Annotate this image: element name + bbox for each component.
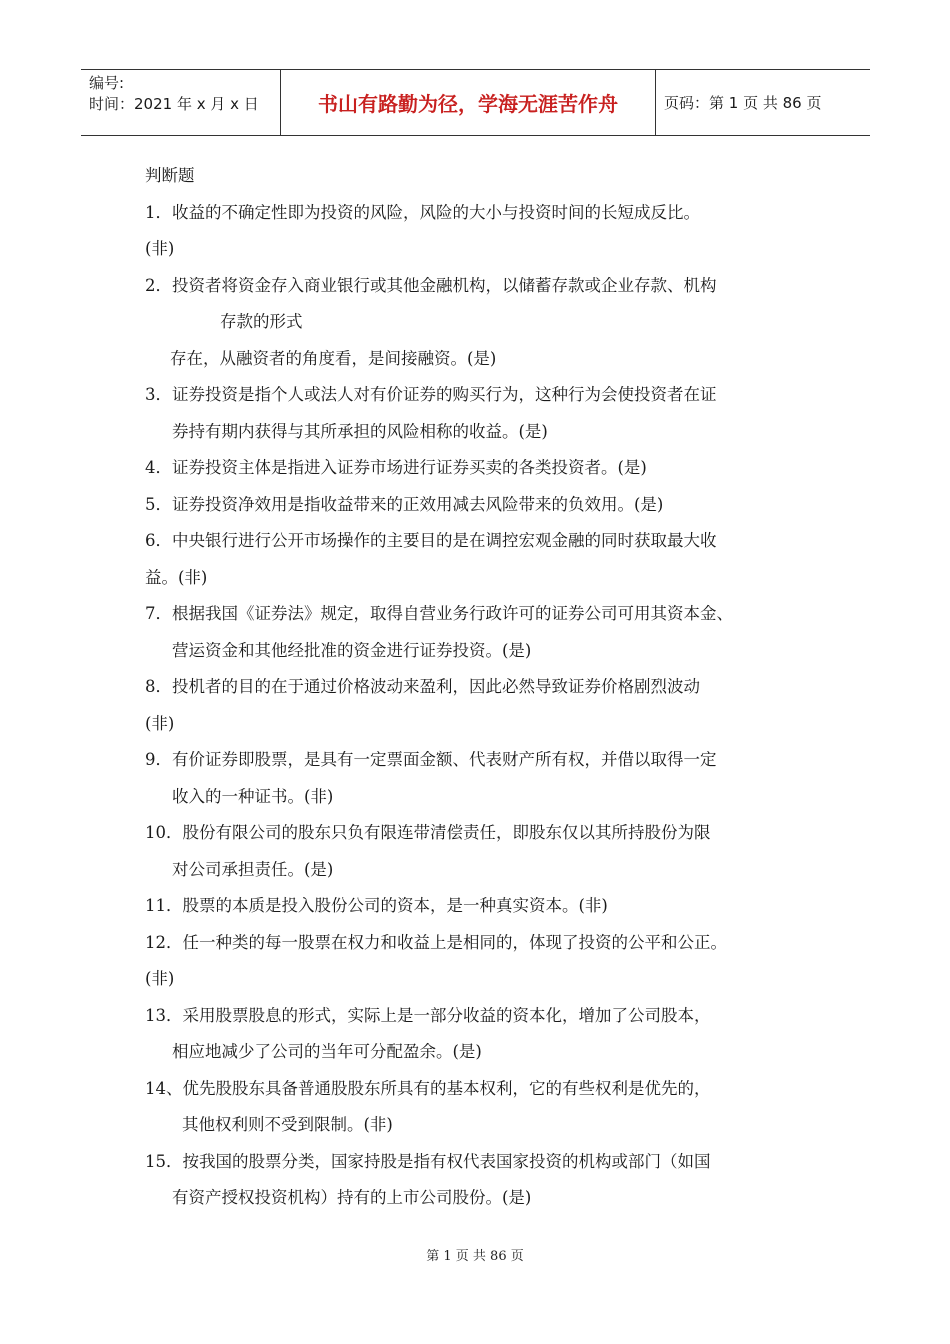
header-meta (81, 70, 281, 135)
text-line: 益。(非) (145, 567, 208, 587)
header-page-number: 页码：第 1 页 共 86 页 (664, 94, 822, 112)
text-line: (非) (145, 239, 175, 258)
text-line: 相应地减少了公司的当年可分配盈余。(是) (172, 1042, 482, 1061)
text-line: 6．中央银行进行公开市场操作的主要目的是在调控宏观金融的同时获取最大收 (145, 531, 717, 550)
text-line: 13．采用股票股息的形式，实际上是一部分收益的资本化，增加了公司股本， (145, 1005, 711, 1025)
text-line: (非) (145, 969, 175, 988)
text-line: 10．股份有限公司的股东只负有限连带清偿责任，即股东仅以其所持股份为限 (145, 823, 711, 842)
text-line: 4．证券投资主体是指进入证券市场进行证券买卖的各类投资者。(是) (145, 458, 647, 477)
document-body (145, 158, 825, 1217)
header-motto: 书山有路勤为径，学海无涯苦作舟 (281, 70, 656, 135)
text-line: 9．有价证券即股票，是具有一定票面金额、代表财产所有权，并借以取得一定 (145, 750, 717, 769)
document-time-label: 时间：2021 年 x 月 x 日 (89, 95, 259, 113)
text-line: 15．按我国的股票分类，国家持股是指有权代表国家投资的机构或部门（如国 (145, 1151, 711, 1171)
text-line: 7．根据我国《证券法》规定，取得自营业务行政许可的证券公司可用其资本金、 (145, 604, 733, 623)
text-line: 2．投资者将资金存入商业银行或其他金融机构，以储蓄存款或企业存款、机构 (145, 275, 717, 295)
text-line: 3．证券投资是指个人或法人对有价证券的购买行为，这种行为会使投资者在证 (145, 385, 717, 404)
text-line: 对公司承担责任。(是) (172, 859, 334, 879)
text-line: 收入的一种证书。(非) (172, 786, 334, 806)
text-line: 营运资金和其他经批准的资金进行证券投资。(是) (172, 640, 532, 660)
page-footer: 第 1 页 共 86 页 (426, 1249, 524, 1264)
text-line: 8．投机者的目的在于通过价格波动来盈利，因此必然导致证券价格剧烈波动 (145, 677, 700, 696)
text-line: 存款的形式 (220, 312, 303, 331)
text-line: 5．证券投资净效用是指收益带来的正效用减去风险带来的负效用。(是) (145, 494, 664, 514)
text-line: 12．任一种类的每一股票在权力和收益上是相同的，体现了投资的公平和公正。 (145, 932, 727, 952)
text-line: 有资产授权投资机构）持有的上市公司股份。(是) (172, 1188, 532, 1207)
question-list (145, 195, 825, 1217)
page-header (81, 69, 870, 136)
document-number-label: 编号: (89, 74, 125, 92)
text-line: 11．股票的本质是投入股份公司的资本，是一种真实资本。(非) (145, 896, 608, 915)
section-title: 判断题 (145, 166, 195, 185)
text-line: 1．收益的不确定性即为投资的风险，风险的大小与投资时间的长短成反比。 (145, 202, 700, 222)
text-line: (非) (145, 713, 175, 733)
text-line: 其他权利则不受到限制。(非) (182, 1115, 393, 1134)
text-line: 14、优先股股东具备普通股股东所具有的基本权利，它的有些权利是优先的， (145, 1078, 711, 1098)
text-line: 存在，从融资者的角度看，是间接融资。(是) (170, 348, 497, 368)
text-line: 券持有期内获得与其所承担的风险相称的收益。(是) (172, 421, 548, 441)
